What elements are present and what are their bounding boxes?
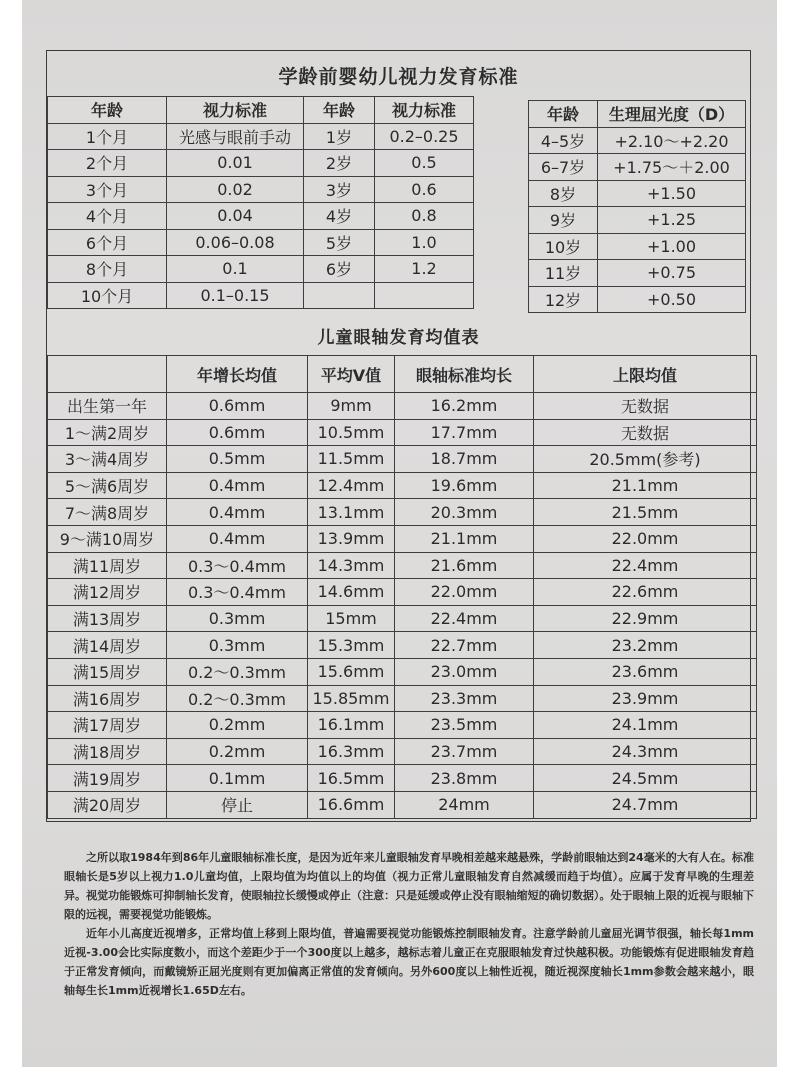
table-cell: 0.06–0.08: [167, 229, 304, 256]
table-cell: 满20周岁: [48, 791, 167, 818]
table-cell: 8个月: [48, 256, 167, 283]
table-cell: 无数据: [534, 419, 757, 446]
table-cell: 23.0mm: [395, 658, 534, 685]
footnotes: [64, 848, 754, 1000]
table-cell: [304, 282, 375, 309]
table-cell: 16.5mm: [308, 765, 395, 792]
table-row: [48, 765, 757, 792]
table-cell: 18.7mm: [395, 446, 534, 473]
table-cell: 22.4mm: [395, 605, 534, 632]
table-cell: 23.8mm: [395, 765, 534, 792]
page-title: 学龄前婴幼儿视力发育标准: [278, 66, 519, 88]
table-cell: 22.6mm: [534, 579, 757, 606]
table-cell: 23.3mm: [395, 685, 534, 712]
table-cell: 17.7mm: [395, 419, 534, 446]
table-row: [529, 286, 746, 313]
table-cell: 满19周岁: [48, 765, 167, 792]
table-cell: 满17周岁: [48, 712, 167, 739]
table-cell: 15.3mm: [308, 632, 395, 659]
table-cell: +1.00: [598, 233, 746, 260]
table-row: [48, 499, 757, 526]
table-cell: +0.75: [598, 260, 746, 287]
table-row: [48, 552, 757, 579]
table-cell: 24.5mm: [534, 765, 757, 792]
table-row: [48, 658, 757, 685]
table-cell: 光感与眼前手动: [167, 123, 304, 150]
table-cell: 0.2–0.25: [375, 123, 474, 150]
table-cell: +2.10～+2.20: [598, 127, 746, 154]
table-cell: 4岁: [304, 203, 375, 230]
table-cell: 0.2～0.3mm: [167, 658, 308, 685]
table-cell: 0.2mm: [167, 712, 308, 739]
table-cell: 0.4mm: [167, 499, 308, 526]
header-age: 年龄: [529, 101, 598, 128]
table-cell: 22.0mm: [395, 579, 534, 606]
table-header-row: [48, 97, 474, 124]
header-standard-length: 眼轴标准均长: [395, 356, 534, 393]
table-cell: 满13周岁: [48, 605, 167, 632]
header-age: 年龄: [48, 97, 167, 124]
table-cell: 2岁: [304, 150, 375, 177]
table-cell: 16.1mm: [308, 712, 395, 739]
header-annual-growth: 年增长均值: [167, 356, 308, 393]
table-cell: 16.3mm: [308, 738, 395, 765]
header-vision: 视力标准: [375, 97, 474, 124]
table-cell: 12岁: [529, 286, 598, 313]
header-upper-limit: 上限均值: [534, 356, 757, 393]
table-cell: 22.0mm: [534, 525, 757, 552]
table-cell: 0.4mm: [167, 525, 308, 552]
table-row: [529, 127, 746, 154]
table-cell: 19.6mm: [395, 472, 534, 499]
table-cell: 23.7mm: [395, 738, 534, 765]
axial-length-table: [47, 355, 757, 819]
table-cell: 24mm: [395, 791, 534, 818]
table-cell: 0.2～0.3mm: [167, 685, 308, 712]
table-header-row: [529, 101, 746, 128]
table-row: [48, 605, 757, 632]
table-cell: 14.3mm: [308, 552, 395, 579]
refraction-table: [528, 100, 746, 313]
table-cell: 0.6: [375, 176, 474, 203]
table-cell: 0.1: [167, 256, 304, 283]
table-cell: 3个月: [48, 176, 167, 203]
table-cell: 23.5mm: [395, 712, 534, 739]
table-cell: 21.6mm: [395, 552, 534, 579]
table-row: [48, 393, 757, 420]
table-cell: +0.50: [598, 286, 746, 313]
table-cell: 16.6mm: [308, 791, 395, 818]
table-cell: 24.7mm: [534, 791, 757, 818]
table-cell: 0.5: [375, 150, 474, 177]
table-cell: 1～满2周岁: [48, 419, 167, 446]
table-row: [48, 150, 474, 177]
table-cell: 0.1–0.15: [167, 282, 304, 309]
table-row: [529, 207, 746, 234]
table-cell: 0.6mm: [167, 419, 308, 446]
table-cell: 6–7岁: [529, 154, 598, 181]
table-cell: 21.1mm: [534, 472, 757, 499]
table-cell: 0.1mm: [167, 765, 308, 792]
table-cell: 满11周岁: [48, 552, 167, 579]
table-row: [48, 203, 474, 230]
table-cell: 5岁: [304, 229, 375, 256]
table-cell: 24.1mm: [534, 712, 757, 739]
table-cell: [375, 282, 474, 309]
table-cell: 0.8: [375, 203, 474, 230]
table-cell: 12.4mm: [308, 472, 395, 499]
table-cell: 22.9mm: [534, 605, 757, 632]
table-row: [48, 123, 474, 150]
table-row: [48, 685, 757, 712]
table-cell: 0.5mm: [167, 446, 308, 473]
table-row: [48, 632, 757, 659]
table-cell: 13.9mm: [308, 525, 395, 552]
table-cell: 3岁: [304, 176, 375, 203]
table-cell: 6岁: [304, 256, 375, 283]
table-cell: 1.2: [375, 256, 474, 283]
table-cell: 14.6mm: [308, 579, 395, 606]
table-cell: 24.3mm: [534, 738, 757, 765]
table-cell: 21.1mm: [395, 525, 534, 552]
table-cell: 0.3～0.4mm: [167, 552, 308, 579]
table-cell: 满14周岁: [48, 632, 167, 659]
table-cell: 1.0: [375, 229, 474, 256]
table-cell: 0.6mm: [167, 393, 308, 420]
table-cell: 7～满8周岁: [48, 499, 167, 526]
table-cell: 11.5mm: [308, 446, 395, 473]
header-refraction: 生理屈光度（D）: [598, 101, 746, 128]
note-paragraph: 之所以取1984年到86年儿童眼轴标准长度，是因为近年来儿童眼轴发育早晚相差越来越悬殊，学龄前眼轴达到24毫米的大有人在。标准眼轴长是5岁以上视力1.0儿童均值，上限均值为均值以上的均值（视力正常儿童眼轴发育自然减缓而趋于均值）。应属于发育早晚的生理差异。视觉功能锻炼可抑制轴长发育，使眼轴拉长缓慢或停止（注意：只是延缓或停止没有眼轴缩短的确切数据）。处于眼轴上限的近视与眼轴下限的远视，需要视觉功能锻炼。: [64, 851, 754, 921]
table-row: [48, 579, 757, 606]
table-cell: 22.7mm: [395, 632, 534, 659]
table-row: [529, 154, 746, 181]
table-cell: 满18周岁: [48, 738, 167, 765]
table-row: [48, 256, 474, 283]
table-row: [529, 180, 746, 207]
table-row: [48, 419, 757, 446]
table-cell: 0.04: [167, 203, 304, 230]
table-cell: 21.5mm: [534, 499, 757, 526]
table-cell: 0.01: [167, 150, 304, 177]
table-cell: 23.2mm: [534, 632, 757, 659]
header-age: [48, 356, 167, 393]
table-cell: 无数据: [534, 393, 757, 420]
table-cell: 满16周岁: [48, 685, 167, 712]
table-cell: 9岁: [529, 207, 598, 234]
table-row: [48, 176, 474, 203]
table-row: [48, 738, 757, 765]
table-cell: 0.2mm: [167, 738, 308, 765]
table-row: [529, 260, 746, 287]
table-cell: 8岁: [529, 180, 598, 207]
table-cell: 23.6mm: [534, 658, 757, 685]
table-cell: 20.3mm: [395, 499, 534, 526]
table-cell: 4–5岁: [529, 127, 598, 154]
header-vision: 视力标准: [167, 97, 304, 124]
table-cell: 0.3～0.4mm: [167, 579, 308, 606]
table-cell: 满15周岁: [48, 658, 167, 685]
table-row: [48, 712, 757, 739]
table-cell: 11岁: [529, 260, 598, 287]
table-cell: +1.50: [598, 180, 746, 207]
table-cell: 10.5mm: [308, 419, 395, 446]
table-cell: 10岁: [529, 233, 598, 260]
table-row: [48, 791, 757, 818]
table-cell: 0.3mm: [167, 632, 308, 659]
table-row: [48, 282, 474, 309]
table-cell: 0.3mm: [167, 605, 308, 632]
table-cell: 4个月: [48, 203, 167, 230]
table-cell: 0.02: [167, 176, 304, 203]
table-row: [48, 472, 757, 499]
table-cell: 1个月: [48, 123, 167, 150]
table-cell: 6个月: [48, 229, 167, 256]
table-cell: 5～满6周岁: [48, 472, 167, 499]
table-cell: +1.75～＋2.00: [598, 154, 746, 181]
table-cell: 停止: [167, 791, 308, 818]
table-cell: 出生第一年: [48, 393, 167, 420]
table-header-row: [48, 356, 757, 393]
table-row: [48, 446, 757, 473]
table-cell: 15.6mm: [308, 658, 395, 685]
table-cell: 15mm: [308, 605, 395, 632]
table-cell: 3～满4周岁: [48, 446, 167, 473]
table-cell: 22.4mm: [534, 552, 757, 579]
table-cell: 0.4mm: [167, 472, 308, 499]
table-row: [48, 229, 474, 256]
table-cell: 15.85mm: [308, 685, 395, 712]
header-average-v: 平均V值: [308, 356, 395, 393]
table-cell: 23.9mm: [534, 685, 757, 712]
table-row: [529, 233, 746, 260]
table-cell: 2个月: [48, 150, 167, 177]
header-age: 年龄: [304, 97, 375, 124]
table-row: [48, 525, 757, 552]
table-cell: 10个月: [48, 282, 167, 309]
vision-standard-table: [47, 96, 474, 309]
table-cell: 9mm: [308, 393, 395, 420]
table-cell: 1岁: [304, 123, 375, 150]
table-cell: 20.5mm(参考): [534, 446, 757, 473]
note-paragraph: 近年小儿高度近视增多，正常均值上移到上限均值，普遍需要视觉功能锻炼控制眼轴发育。注意学龄前儿童屈光调节很强，轴长每1mm近视-3.00会比实际度数小，而这个差距少于一个300度以上越多，越标志着儿童正在克服眼轴发育过快越积极。功能锻炼有促进眼轴发育趋于正常发育倾向，而戴镜矫正屈光度则有更加偏离正常值的发育倾向。另外600度以上轴性近视，随近视深度轴长1mm参数会越来越小，眼轴每生长1mm近视增长1.65D左右。: [64, 927, 754, 997]
table-cell: 9～满10周岁: [48, 525, 167, 552]
table-cell: 16.2mm: [395, 393, 534, 420]
axial-table-title: 儿童眼轴发育均值表: [317, 328, 480, 348]
table-cell: 满12周岁: [48, 579, 167, 606]
table-cell: 13.1mm: [308, 499, 395, 526]
table-cell: +1.25: [598, 207, 746, 234]
